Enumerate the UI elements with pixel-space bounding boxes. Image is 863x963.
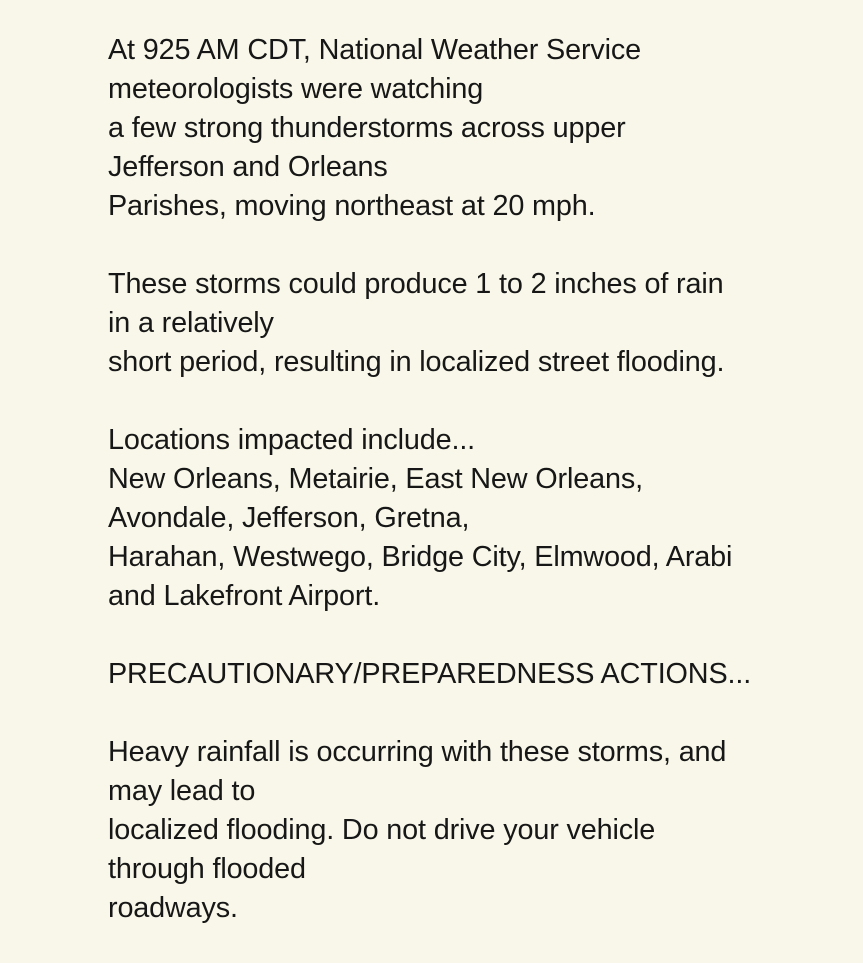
paragraph-spacer — [108, 694, 863, 733]
actions-text-line-1: Heavy rainfall is occurring with these storms, and — [108, 736, 727, 768]
alert-text-line-3: a few strong thunderstorms across upper — [108, 112, 626, 144]
alert-text-line-9: short period, resulting in localized street flooding. — [108, 346, 725, 378]
alert-text-line-2: meteorologists were watching — [108, 73, 484, 105]
locations-line-2: Avondale, Jefferson, Gretna, — [108, 502, 470, 534]
alert-text-line-5: Parishes, moving northeast at 20 mph. — [108, 190, 596, 222]
alert-text-line-7: These storms could produce 1 to 2 inches of rain — [108, 268, 724, 300]
actions-text-line-2: may lead to — [108, 775, 256, 807]
actions-heading: PRECAUTIONARY/PREPAREDNESS ACTIONS... — [108, 658, 752, 690]
locations-line-3: Harahan, Westwego, Bridge City, Elmwood, Arabi — [108, 541, 733, 573]
locations-heading: Locations impacted include... — [108, 424, 476, 456]
locations-line-4: and Lakefront Airport. — [108, 580, 381, 612]
actions-text-line-3: localized flooding. Do not drive your vehicle — [108, 814, 656, 846]
alert-text-line-1: At 925 AM CDT, National Weather Service — [108, 34, 641, 66]
locations-line-1: New Orleans, Metairie, East New Orleans, — [108, 463, 643, 495]
paragraph-spacer — [108, 226, 863, 265]
actions-text-line-5: roadways. — [108, 892, 238, 924]
paragraph-spacer — [108, 616, 863, 655]
actions-text-line-4: through flooded — [108, 853, 306, 885]
paragraph-spacer — [108, 382, 863, 421]
alert-text-line-4: Jefferson and Orleans — [108, 151, 388, 183]
alert-text-line-8: in a relatively — [108, 307, 274, 339]
